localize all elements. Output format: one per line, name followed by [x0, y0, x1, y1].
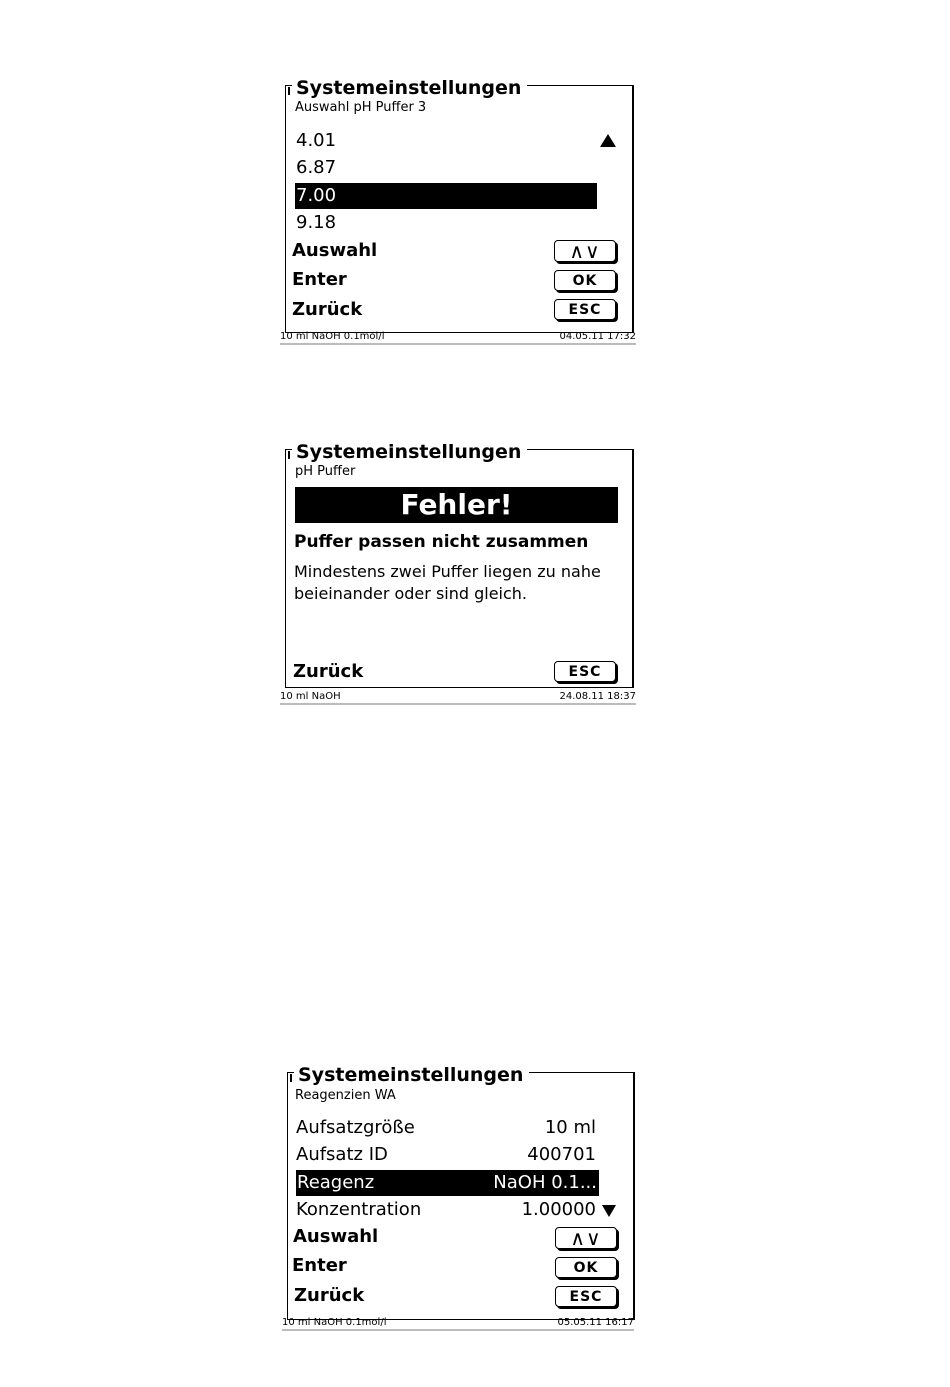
error-message: Mindestens zwei Puffer liegen zu nahe beieinander oder sind gleich.: [294, 562, 601, 603]
ok-key-button[interactable]: OK: [555, 1257, 617, 1278]
status-bar: [280, 331, 636, 345]
screen-frame: [285, 77, 634, 333]
status-bar: [280, 691, 636, 705]
status-reagent: 10 ml NaOH 0.1mol/l: [282, 1317, 387, 1328]
error-title: Puffer passen nicht zusammen: [294, 532, 589, 552]
setting-row-aufsatzgroesse[interactable]: [296, 1117, 598, 1139]
screen-title: Systemeinstellungen: [292, 78, 527, 98]
scroll-down-icon: [602, 1205, 616, 1217]
screen-title: Systemeinstellungen: [292, 442, 527, 462]
list-item-buffer[interactable]: 9.18: [296, 212, 337, 233]
list-item-buffer[interactable]: 6.87: [296, 157, 337, 178]
status-datetime: 05.05.11 16:17: [557, 1317, 634, 1328]
screen-subtitle: Reagenzien WA: [295, 1088, 396, 1103]
screen-ph-buffer-selection: [278, 77, 638, 345]
setting-value: NaOH 0.1...: [493, 1172, 597, 1193]
screen-subtitle: Auswahl pH Puffer 3: [295, 100, 427, 115]
setting-row-reagenz-selected[interactable]: [296, 1170, 599, 1196]
softkey-label-enter: Enter: [292, 1255, 347, 1276]
softkey-label-auswahl: Auswahl: [293, 1226, 379, 1247]
softkey-label-enter: Enter: [292, 269, 347, 290]
screen-subtitle: pH Puffer: [295, 464, 356, 479]
setting-label: Reagenz: [297, 1172, 375, 1193]
status-datetime: 04.05.11 17:32: [559, 331, 636, 342]
setting-row-konzentration[interactable]: [296, 1199, 598, 1221]
setting-row-aufsatz-id[interactable]: [296, 1144, 598, 1166]
status-reagent: 10 ml NaOH: [280, 691, 341, 702]
status-bar: [282, 1317, 634, 1331]
setting-value: 400701: [527, 1144, 596, 1165]
screen-buffer-error: [278, 441, 638, 709]
softkey-label-zurueck: Zurück: [292, 299, 363, 320]
softkey-label-zurueck: Zurück: [293, 661, 364, 682]
up-down-key-button[interactable]: ∧∨: [555, 1227, 617, 1249]
status-reagent: 10 ml NaOH 0.1mol/l: [280, 331, 385, 342]
softkey-label-zurueck: Zurück: [294, 1285, 365, 1306]
error-banner: Fehler!: [295, 487, 618, 523]
esc-key-button[interactable]: ESC: [554, 299, 616, 320]
setting-label: Konzentration: [296, 1199, 422, 1220]
esc-key-button[interactable]: ESC: [555, 1286, 617, 1307]
up-down-key-button[interactable]: ∧∨: [554, 240, 616, 262]
screen-frame: [287, 1064, 635, 1320]
setting-label: Aufsatz ID: [296, 1144, 388, 1165]
setting-label: Aufsatzgröße: [296, 1117, 415, 1138]
screen-title: Systemeinstellungen: [294, 1065, 529, 1085]
setting-value: 10 ml: [544, 1117, 596, 1138]
list-item-buffer[interactable]: 4.01: [296, 130, 337, 151]
scroll-up-icon: [600, 134, 616, 147]
setting-value: 1.00000: [521, 1199, 596, 1220]
ok-key-button[interactable]: OK: [554, 270, 616, 291]
status-datetime: 24.08.11 18:37: [559, 691, 636, 702]
softkey-label-auswahl: Auswahl: [292, 240, 378, 261]
esc-key-button[interactable]: ESC: [554, 661, 616, 682]
screen-reagent-settings: [278, 1064, 638, 1332]
list-item-buffer-selected[interactable]: 7.00: [295, 183, 597, 209]
